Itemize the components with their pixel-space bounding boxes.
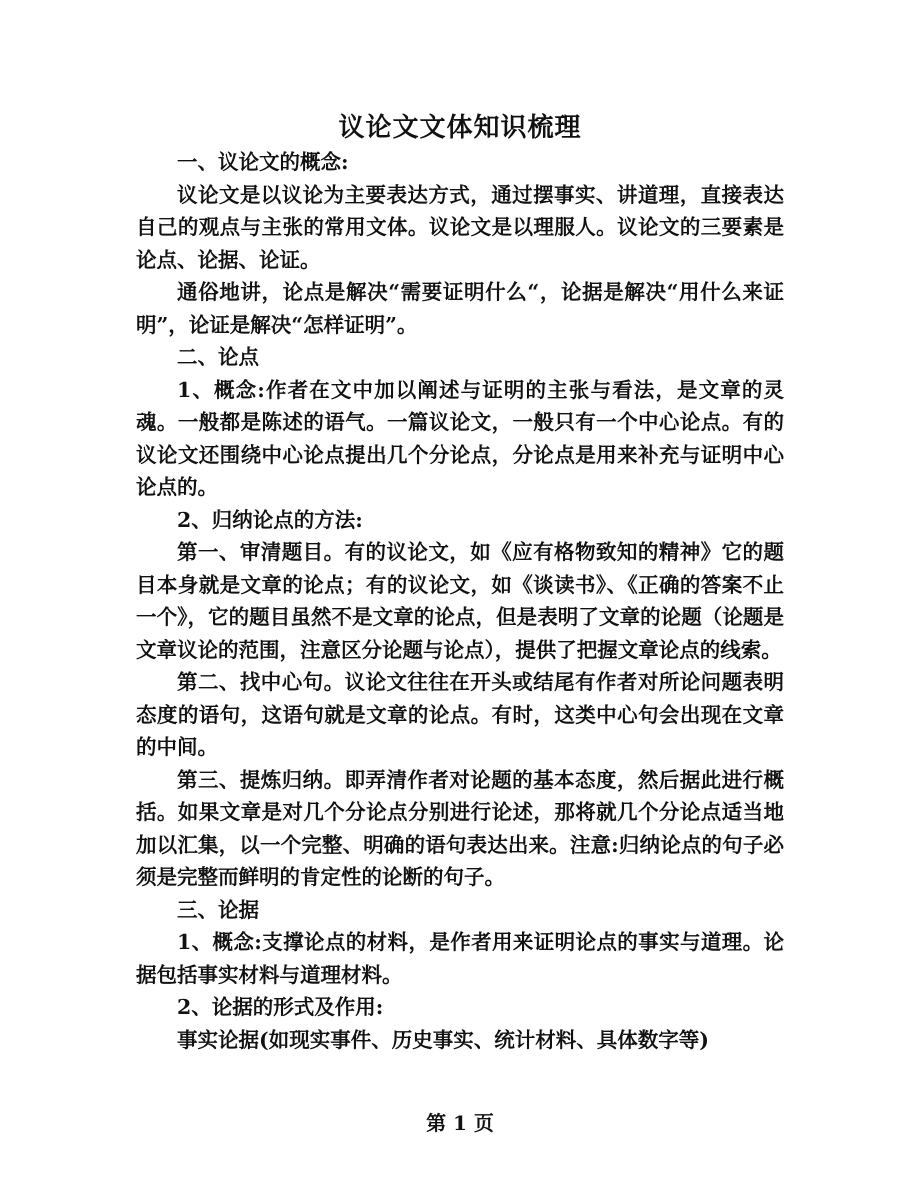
heading-argument-point: 二、论点 (177, 345, 259, 369)
heading-evidence: 三、论据 (177, 897, 259, 922)
document-title: 议论文文体知识梳理 (338, 113, 582, 143)
paragraph-method-three: 第三、提炼归纳。即弄清作者对论题的基本态度，然后据此进行概括。如果文章是对几个分论点分别进行论述，那将就几个分论点适当地加以汇集，以一个完整、明确的语句表达出来。注意:归纳论点的句子必须是完整而鲜明的肯定性的论断的句子。 (136, 767, 784, 889)
heading-concept: 一、议论文的概念: (177, 150, 349, 174)
paragraph-point-concept: 1、概念:作者在文中加以阐述与证明的主张与看法，是文章的灵魂。一般都是陈述的语气。一篇议论文，一般只有一个中心论点。有的议论文还围绕中心论点提出几个分论点，分论点是用来补充与证明中心论点的。 (136, 377, 784, 499)
paragraph-method-two: 第二、找中心句。议论文往往在开头或结尾有作者对所论问题表明态度的语句，这语句就是文章的论点。有时，这类中心句会出现在文章的中间。 (136, 670, 784, 759)
page-number: 第 1 页 (426, 1111, 494, 1135)
document-body (136, 146, 784, 1056)
paragraph-method-one: 第一、审清题目。有的议论文，如《应有格物致知的精神》它的题目本身就是文章的论点；有的议论文，如《谈读书》、《正确的答案不止一个》，它的题目虽然不是文章的论点，但是表明了文章的论题（论题是文章议论的范围，注意区分论题与论点），提供了把握文章论点的线索。 (136, 540, 784, 662)
paragraph-factual-evidence: 事实论据(如现实事件、历史事实、统计材料、具体数字等) (177, 1027, 709, 1052)
paragraph-evidence-concept: 1、概念:支撑论点的材料，是作者用来证明论点的事实与道理。论据包括事实材料与道理材料。 (136, 930, 784, 987)
subheading-summarize-methods: 2、归纳论点的方法: (177, 507, 363, 532)
paragraph-definition: 议论文是以议论为主要表达方式，通过摆事实、讲道理，直接表达自己的观点与主张的常用文体。议论文是以理服人。议论文的三要素是论点、论据、论证。 (136, 182, 784, 272)
paragraph-plain-explanation: 通俗地讲，论点是解决“需要证明什么“，论据是解决“用什么来证明”，论证是解决“怎样证明”。 (136, 280, 784, 337)
subheading-evidence-forms: 2、论据的形式及作用: (177, 995, 384, 1019)
